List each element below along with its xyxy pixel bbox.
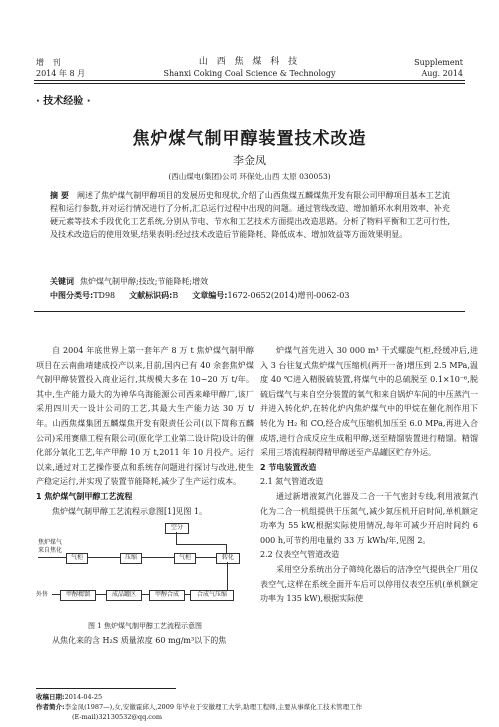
rectification-box: 甲醇精馏 <box>60 590 96 601</box>
air-separation-box: 空分 <box>165 523 189 534</box>
gas-cabinet-box: 气柜 <box>66 553 88 564</box>
to-conversion-line <box>226 544 227 553</box>
syngas-compression-box: 合成气压缩 <box>190 590 234 601</box>
header-supplement-cn: 增 刊 <box>36 58 64 67</box>
body-paragraph: 自 2004 年底世界上第一套年产 8 万 t 焦炉煤气制甲醇项目在云南曲靖建成投产以来,目前,国内已有 40 余套焦炉煤气制甲醇装置投入商业运行,其规模大多在 10~20 万 t/年。其中,生产能力最大的为神华乌海能源公司西来峰甲醇厂,该厂采用四川天一设计公司的工艺,其最大生产能力达 30 万 t/年。山西焦煤集团五麟煤焦开发有限责任公司(以下简称五麟公司)采用赛鼎工程有限公司(原化学工业第二设计院)设计的催化部分氧化工艺,年产甲醇 10 万 t,2011 年 10 月投产。运行以来,通过对工艺操作要点和系统存问题进行探讨与改进,使生产稳定运行,并实现了装置节能降耗,减少了生产运行成本。 <box>36 346 254 487</box>
received-date: 2014-04-25 <box>64 693 103 701</box>
doc-code-value: B <box>172 291 179 300</box>
compression-box: 压缩 <box>120 553 142 564</box>
from-coking-label: 来自焦化 <box>38 547 63 555</box>
author-affiliation: (西山煤电(集团)公司 环保处,山西 太原 030053) <box>168 172 331 181</box>
header-rule-thick <box>34 80 465 81</box>
section-tag: · 技术经验 · <box>36 96 91 107</box>
abstract-text: 阐述了焦炉煤气制甲醇项目的发展历史和现状,介绍了山西焦煤五麟煤焦开发有限公司甲醇项目基本工艺流程和运行参数,并对运行情况进行了分析,汇总运行过程中出现的问题。通过管线改造、增加循环水利用效率、补充硬元素等技术手段优化工艺系统,分别从节电、节水和工艺技术方面提出改造思路。分析了物料平衡和工艺可行性,及技术改造后的使用效果,结果表明:经过技术改造后节能降耗、降低成本、增加效益等方面效果明显。 <box>50 191 450 239</box>
right-column <box>260 344 478 607</box>
article-no-label: 文章编号: <box>192 291 228 300</box>
body-paragraph: 通过新增液氮汽化器及二合一干气密封专线,利用液氮汽化为二合一机组提供干压氮气,减少氮压机开启时间,单机额定功率为 55 kW,根据实际使用情况,每年可减少开启时间约 6 000 h,可节约用电量约 33 万 kWh/年,见图 2。 <box>260 491 478 545</box>
second-gas-box: 气柜 <box>174 553 196 564</box>
subsection-heading-2-2: 2.2 仪表空气管道改造 <box>260 550 340 560</box>
methanol-synthesis-box: 甲醇合成 <box>149 590 185 601</box>
header-issue-right: Aug. 2014 <box>421 69 463 78</box>
export-label: 外售 <box>36 591 49 599</box>
section-heading-1: 1 焦炉煤气制甲醇工艺流程 <box>36 491 133 501</box>
keywords-label: 关键词 <box>50 277 74 286</box>
subsection-heading-2-1: 2.1 氮气管道改造 <box>260 477 324 487</box>
product-tank-box: 成品罐区 <box>106 590 142 601</box>
header-journal-en: Shanxi Coking Coal Science & Technology <box>163 69 336 78</box>
keywords-text: 焦炉煤气制甲醇;技改;节能降耗;增效 <box>80 277 209 286</box>
body-paragraph: 焦炉煤气制甲醇工艺流程示意图[1]见图 1。 <box>52 506 207 516</box>
footnote-rule <box>36 688 176 689</box>
clc-value: TD98 <box>93 291 116 300</box>
received-label: 收稿日期: <box>36 693 65 701</box>
coke-gas-label: 焦炉煤气 <box>38 539 63 547</box>
author-email: (E-mail)32130532@qq.com <box>72 713 163 721</box>
classification-line <box>50 290 470 302</box>
article-no-value: 1672-0652(2014)增刊-0062-03 <box>227 291 350 300</box>
abstract-separator <box>34 311 465 312</box>
body-paragraph: 采用空分系统出分子筛纯化器后的洁净空气提供全厂用仪表空气,这样在系统全面开车后可以停用仪表空压机(单机额定功率为 135 kW),根据实际使 <box>260 564 478 604</box>
running-header <box>0 0 499 86</box>
conversion-box: 转化 <box>216 553 240 564</box>
author-name: 李金凤 <box>233 154 266 167</box>
keywords <box>50 276 450 288</box>
header-issue-left: 2014 年 8 月 <box>36 69 86 78</box>
body-paragraph: 从焦化来的含 H₂S 质量浓度 60 mg/m³以下的焦 <box>52 635 227 645</box>
process-flow-figure <box>36 519 254 619</box>
abstract-label: 摘 要 <box>50 191 69 200</box>
header-rule-thin <box>34 83 465 84</box>
abstract <box>50 189 450 241</box>
footnote <box>36 692 466 722</box>
section-heading-2: 2 节电装置改造 <box>260 462 317 472</box>
doc-code-label: 文献标识码: <box>129 291 173 300</box>
article-title: 焦炉煤气制甲醇装置技术改造 <box>132 129 367 149</box>
author-bio-label: 作者简介: <box>36 703 65 711</box>
body-paragraph: 炉煤气首先进入 30 000 m³ 干式螺旋气柜,经缓冲后,进入 3 台往复式焦炉煤气压缩机(两开一备)增压到 2.5 MPa,温度 40 ℃进入精脱硫装置,将煤气中的总硫脱至 0.1×10⁻⁶,脱硫后煤气与来自空分装置的氧气和来自锅炉车间的中压蒸汽一并进入转化炉,在转化炉内焦炉煤气中的甲烷在催化剂作用下转化为 H₂ 和 CO,经合成气压缩机加压至 6.0 MPa,再进入合成塔,进行合成反应生成粗甲醇,送至精馏装置进行精馏。精馏采用三塔流程制得精甲醇送至产品罐区贮存外运。 <box>260 346 478 458</box>
clc-label: 中图分类号: <box>50 291 94 300</box>
air-sep-branch-line <box>176 544 226 545</box>
air-sep-down-line <box>176 532 177 544</box>
figure-caption: 图 1 焦炉煤气制甲醇工艺流程示意图 <box>88 622 202 631</box>
header-journal-cn: 山 西 焦 煤 科 技 <box>198 57 301 67</box>
author-bio: 李金凤(1987—),女,安徽霍邱人,2009 年毕业于安徽理工大学,助理工程师,主要从事煤化工技术管理工作 <box>64 703 363 711</box>
left-column <box>36 344 254 648</box>
header-supplement-en: Supplement <box>414 58 463 67</box>
